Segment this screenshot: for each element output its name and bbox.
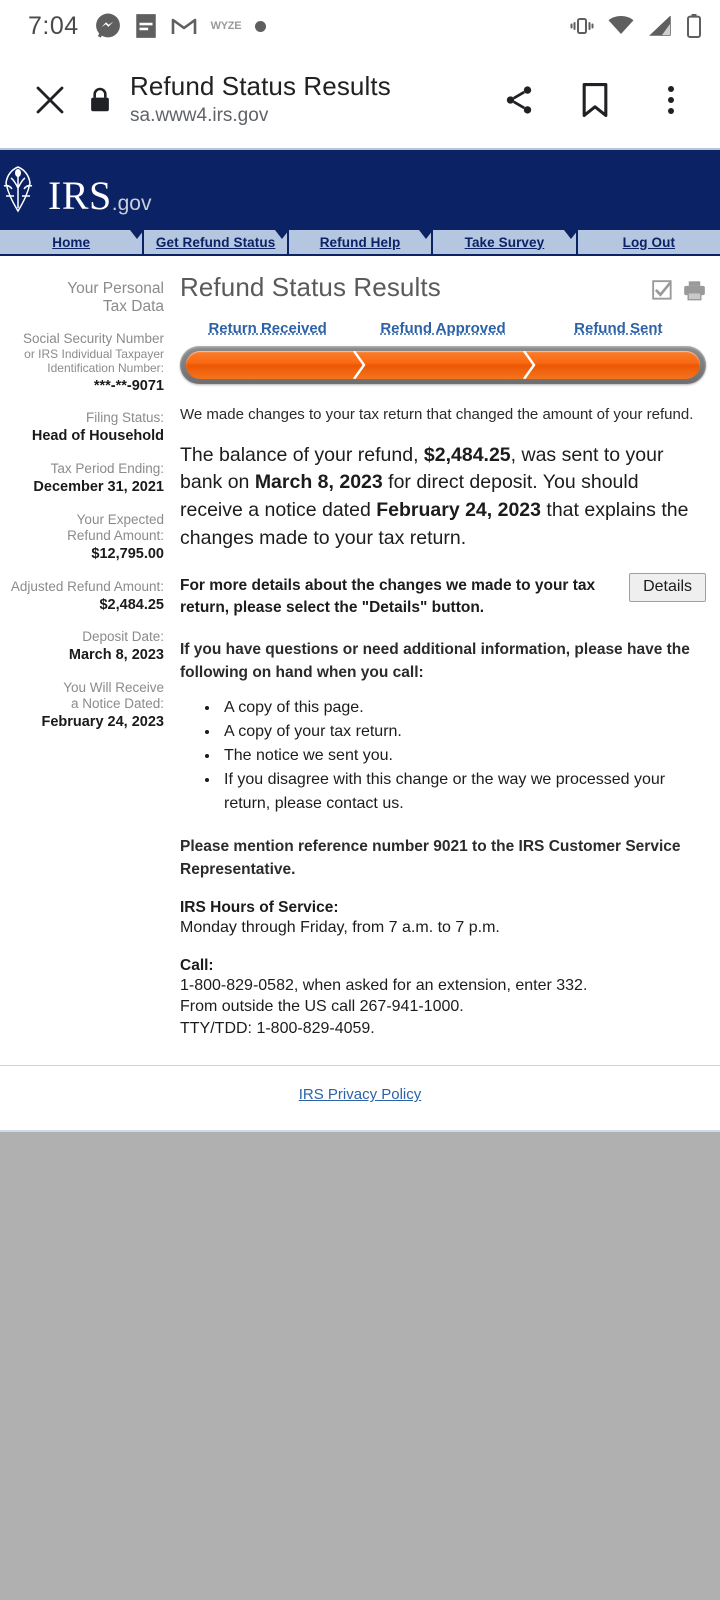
sidebar-label: Deposit Date:: [82, 629, 164, 645]
sidebar-label: Refund Amount:: [67, 527, 164, 543]
tracker-divider-1: [352, 351, 368, 379]
lead-notice-date: February 24, 2023: [376, 499, 541, 522]
intro-paragraph: We made changes to your tax return that changed the amount of your refund.: [180, 406, 694, 423]
main-title: Refund Status Results: [180, 272, 441, 302]
call-info: [180, 957, 706, 1039]
sidebar-label: Social Security Number: [22, 330, 164, 346]
gmail-icon: [171, 15, 197, 37]
hours-of-service: [180, 899, 706, 938]
call-heading: Call:: [180, 956, 214, 974]
sidebar-value-expected-refund: $12,795.00: [91, 545, 164, 562]
hours-value: Monday through Friday, from 7 a.m. to 7 p.m.: [180, 919, 500, 937]
nav-item-get-refund-status[interactable]: [144, 230, 288, 254]
dot-icon: [255, 21, 266, 32]
sidebar-label: Adjusted Refund Amount:: [10, 578, 164, 594]
nav-item-refund-help[interactable]: [289, 230, 433, 254]
vibrate-icon: [570, 15, 594, 37]
call-line: From outside the US call 267-941-1000.: [180, 998, 464, 1016]
call-line: TTY/TDD: 1-800-829-4059.: [180, 1019, 375, 1037]
print-icon[interactable]: [683, 280, 706, 306]
messenger-icon: [95, 13, 121, 39]
lead-part4: that explains the changes made to your tax return.: [180, 499, 689, 549]
notes-icon: [135, 13, 157, 39]
toolbar-actions: [496, 77, 700, 123]
list-item: • A copy of your tax return.: [220, 720, 706, 744]
tracker-step-refund-sent[interactable]: Refund Sent: [574, 320, 663, 337]
nav-link-get-refund-status[interactable]: Get Refund Status: [155, 234, 276, 250]
call-line: 1-800-829-0582, when asked for an extension, enter 332.: [180, 976, 588, 994]
refund-status-tracker: [180, 320, 706, 384]
nav-link-refund-help[interactable]: Refund Help: [319, 234, 401, 250]
lead-part2: , was sent to your bank on: [180, 443, 664, 494]
bookmark-icon[interactable]: [572, 77, 618, 123]
questions-prompt: If you have questions or need additional information, please have the following on hand when you call:: [180, 641, 690, 681]
main-header: [180, 272, 706, 306]
sidebar-value-filing-status: Head of Household: [31, 428, 164, 445]
main-header-icons: [652, 272, 706, 306]
tracker-step-refund-approved[interactable]: Refund Approved: [380, 320, 506, 337]
irs-banner: [0, 148, 720, 230]
nav-item-take-survey[interactable]: [433, 230, 577, 254]
page-blank-area: [0, 1132, 720, 1600]
signal-icon: [648, 16, 672, 36]
page-body: [0, 256, 720, 1039]
lead-part3: for direct deposit. You should receive a notice dated: [180, 471, 639, 522]
page-url: sa.www4.irs.gov: [130, 104, 269, 126]
nav-item-log-out[interactable]: [578, 230, 720, 254]
site-footer: [0, 1066, 720, 1130]
tracker-bar-fill: [186, 351, 700, 379]
sidebar-label: Tax Period Ending:: [50, 460, 164, 476]
list-item: • The notice we sent you.: [220, 744, 706, 768]
site-navigation: [0, 230, 720, 256]
refund-summary-paragraph: [180, 442, 706, 553]
sidebar-value-notice-date: February 24, 2023: [41, 714, 164, 731]
close-button[interactable]: [22, 72, 78, 128]
sidebar-field-expected-refund: [6, 512, 164, 565]
toolbar-text[interactable]: [122, 72, 496, 129]
sidebar-field-deposit-date: [6, 629, 164, 666]
lock-icon: [78, 87, 122, 113]
hours-heading: IRS Hours of Service:: [180, 899, 339, 917]
sidebar-label: or IRS Individual Taxpayer: [24, 346, 164, 361]
sidebar-value-adjusted-refund: $2,484.25: [99, 596, 164, 613]
tracker-step-labels: [180, 320, 706, 346]
lead-deposit-date: March 8, 2023: [254, 471, 383, 494]
sidebar-label: a Notice Dated:: [70, 696, 164, 712]
status-clock: 7:04: [28, 11, 79, 40]
call-checklist: [220, 696, 706, 816]
details-prompt: For more details about the changes we made to your tax return, please select the "Details" button.: [180, 576, 596, 616]
status-notification-icons: [95, 13, 267, 39]
webview: [0, 148, 720, 1600]
browser-toolbar: [0, 52, 720, 148]
sidebar-field-filing-status: [6, 410, 164, 447]
sidebar-value-ssn: ***-**-9071: [93, 377, 164, 394]
personal-tax-data-sidebar: [0, 272, 172, 1039]
irs-seal-icon: [0, 164, 42, 216]
nav-link-take-survey[interactable]: Take Survey: [464, 234, 545, 250]
nav-item-home[interactable]: [0, 230, 144, 254]
lead-amount: $2,484.25: [423, 443, 511, 466]
sidebar-label: Your Expected: [76, 511, 164, 527]
sidebar-field-ssn: [6, 331, 164, 397]
sidebar-heading: [6, 280, 164, 317]
tracker-bar-track: [180, 346, 706, 384]
details-button[interactable]: Details: [629, 573, 706, 602]
sidebar-heading-line2: Tax Data: [102, 298, 164, 316]
lead-part1: The balance of your refund,: [180, 443, 424, 466]
sidebar-label: Filing Status:: [85, 410, 164, 426]
checkbox-checked-icon[interactable]: [652, 280, 673, 306]
tracker-divider-2: [522, 351, 538, 379]
list-item: • A copy of this page.: [220, 696, 706, 720]
irs-logo-text: IRS: [48, 173, 112, 218]
tracker-step-return-received[interactable]: Return Received: [208, 320, 327, 337]
battery-icon: [686, 14, 702, 38]
sidebar-field-tax-period: [6, 461, 164, 498]
irs-logo-suffix: .gov: [111, 192, 152, 215]
nav-link-home[interactable]: Home: [52, 234, 91, 250]
list-item: • If you disagree with this change or the way we processed your return, please contact us.: [220, 768, 706, 816]
sidebar-field-notice-date: [6, 680, 164, 733]
overflow-menu-icon[interactable]: [648, 77, 694, 123]
reference-part1: Please mention reference number: [180, 838, 434, 856]
android-status-bar: [0, 0, 720, 52]
share-icon[interactable]: [496, 77, 542, 123]
page-title: Refund Status Results: [130, 70, 391, 101]
main-content: [172, 272, 720, 1039]
reference-number: 9021: [433, 838, 468, 856]
wifi-icon: [608, 16, 634, 36]
reference-part2: to the IRS Customer Service Representative.: [180, 838, 681, 878]
wyze-icon: WYZE: [210, 20, 242, 32]
sidebar-label: Identification Number:: [47, 361, 164, 376]
sidebar-field-adjusted-refund: [6, 579, 164, 616]
nav-link-log-out[interactable]: Log Out: [622, 234, 676, 250]
sidebar-label: You Will Receive: [63, 680, 164, 696]
irs-logo[interactable]: [0, 164, 151, 216]
details-row: [180, 575, 706, 620]
privacy-policy-link[interactable]: IRS Privacy Policy: [298, 1086, 422, 1104]
sidebar-value-tax-period: December 31, 2021: [33, 479, 164, 496]
status-system-icons: [570, 14, 702, 38]
sidebar-value-deposit-date: March 8, 2023: [68, 647, 164, 664]
sidebar-heading-line1: Your Personal: [67, 280, 164, 297]
reference-number-paragraph: [180, 836, 706, 881]
